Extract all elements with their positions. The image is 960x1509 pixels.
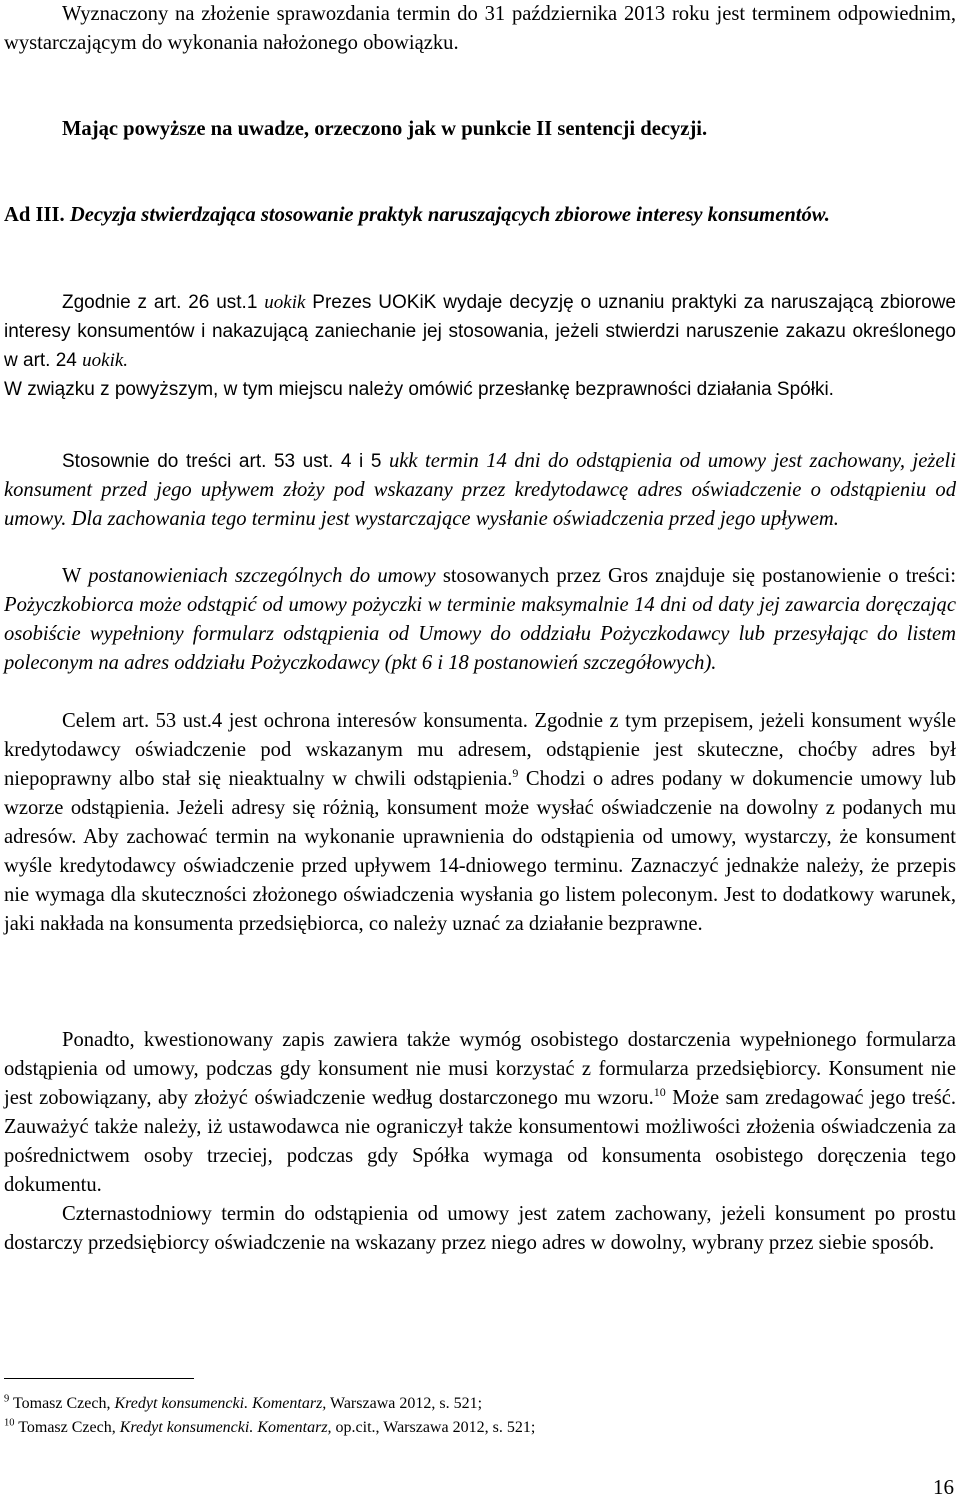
paragraph-personal-delivery: Ponadto, kwestionowany zapis zawiera także wymóg osobistego dostarczenia wypełnionego formularza odstąpienia od umowy, podczas gdy konsument nie musi korzystać z formularza przedsiębiorcy. Konsument nie jest zobowiązany, aby złożyć oświadczenie według dostarczonego mu wzoru.$^{10}$ Może sam zredagować jego treść. Zauważyć także należy, iż ustawodawca nie ograniczył także konsumentowi możliwości złożenia oświadczenia za pośrednictwem osoby trzeciej, podczas gdy Spółka wymaga od konsumenta osobistego doręczenia tego dokumentu.	[4, 1029, 956, 1196]
footnote-ref-10: 10	[653, 1085, 666, 1100]
paragraph-unlawfulness: W związku z powyższym, w tym miejscu należy omówić przesłankę bezprawności działania Spółki.	[4, 379, 834, 400]
paragraph-art-26: Zgodnie z art. 26 ust.1 uokik Prezes UOKiK wydaje decyzję o uznaniu praktyki za naruszającą zbiorowe interesy konsumentów i nakazującą zaniechanie jej stosowania, jeżeli stwierdzi naruszenie zakazu określonego w art. 24 uokik.	[4, 292, 956, 371]
paragraph-gros-clause: W postanowieniach szczególnych do umowy stosowanych przez Gros znajduje się postanowienie o treści: Pożyczkobiorca może odstąpić od umowy pożyczki w terminie maksymalnie 14 dni od daty jej zawarcia doręczając osobiście wypełniony formularz odstąpienia od Umowy do oddziału Pożyczkodawcy lub przesyłając do listem poleconym na adres oddziału Pożyczkodawcy (pkt 6 i 18 postanowień szczegółowych).	[4, 565, 957, 674]
footnote-10: $^{10}$ Tomasz Czech, Kredyt konsumencki. Komentarz, op.cit., Warszawa 2012, s. 521;	[4, 1417, 536, 1436]
section-heading-ad-iii: Ad III. Decyzja stwierdzająca stosowanie praktyk naruszających zbiorowe interesy konsumentów.	[4, 204, 830, 226]
footnote-separator	[4, 1378, 194, 1379]
paragraph-conclusion-ii: Mając powyższe na uwadze, orzeczono jak w punkcie II sentencji decyzji.	[62, 118, 708, 140]
paragraph-deadline: Wyznaczony na złożenie sprawozdania termin do 31 października 2013 roku jest terminem odpowiednim, wystarczającym do wykonania nałożonego obowiązku.	[4, 3, 956, 54]
footnote-ref-9: 9	[512, 766, 519, 781]
paragraph-fourteen-day-term: Czternastodniowy termin do odstąpienia od umowy jest zatem zachowany, jeżeli konsument po prostu dostarczy przedsiębiorcy oświadczenie na wskazany przez niego adres w dowolny, wybrany przez siebie sposób.	[4, 1203, 956, 1254]
paragraph-purpose-art-53: Celem art. 53 ust.4 jest ochrona interesów konsumenta. Zgodnie z tym przepisem, jeżeli konsument wyśle kredytodawcy oświadczenie pod wskazanym mu adresem, odstąpienie jest skuteczne, choćby adres był niepoprawny albo stał się nieaktualny w chwili odstąpienia.$^9$ Chodzi o adres podany w dokumencie umowy lub wzorze odstąpienia. Jeżeli adresy się różnią, konsument może wysłać oświadczenie na dowolny z podanych mu adresów. Aby zachować termin na wykonanie uprawnienia do odstąpienia od umowy, wystarczy, że konsument wyśle kredytodawcy oświadczenie przed upływem 14-dniowego terminu. Zaznaczyć jednakże należy, że przepis nie wymaga dla skuteczności złożonego oświadczenia wysłania go listem poleconym. Jest to dodatkowy warunek, jaki nakłada na konsumenta przedsiębiorca, co należy uznać za działanie bezprawne.	[4, 710, 956, 935]
page-number: 16	[933, 1475, 954, 1499]
paragraph-art-53: Stosownie do treści art. 53 ust. 4 i 5 ukk termin 14 dni do odstąpienia od umowy jest zachowany, jeżeli konsument przed jego upływem złoży pod wskazany przez kredytodawcę adres oświadczenie o odstąpieniu od umowy. Dla zachowania tego terminu jest wystarczające wysłanie oświadczenia przed jego upływem.	[4, 450, 956, 530]
footnote-9: $^9$ Tomasz Czech, Kredyt konsumencki. Komentarz, Warszawa 2012, s. 521;	[4, 1393, 483, 1412]
